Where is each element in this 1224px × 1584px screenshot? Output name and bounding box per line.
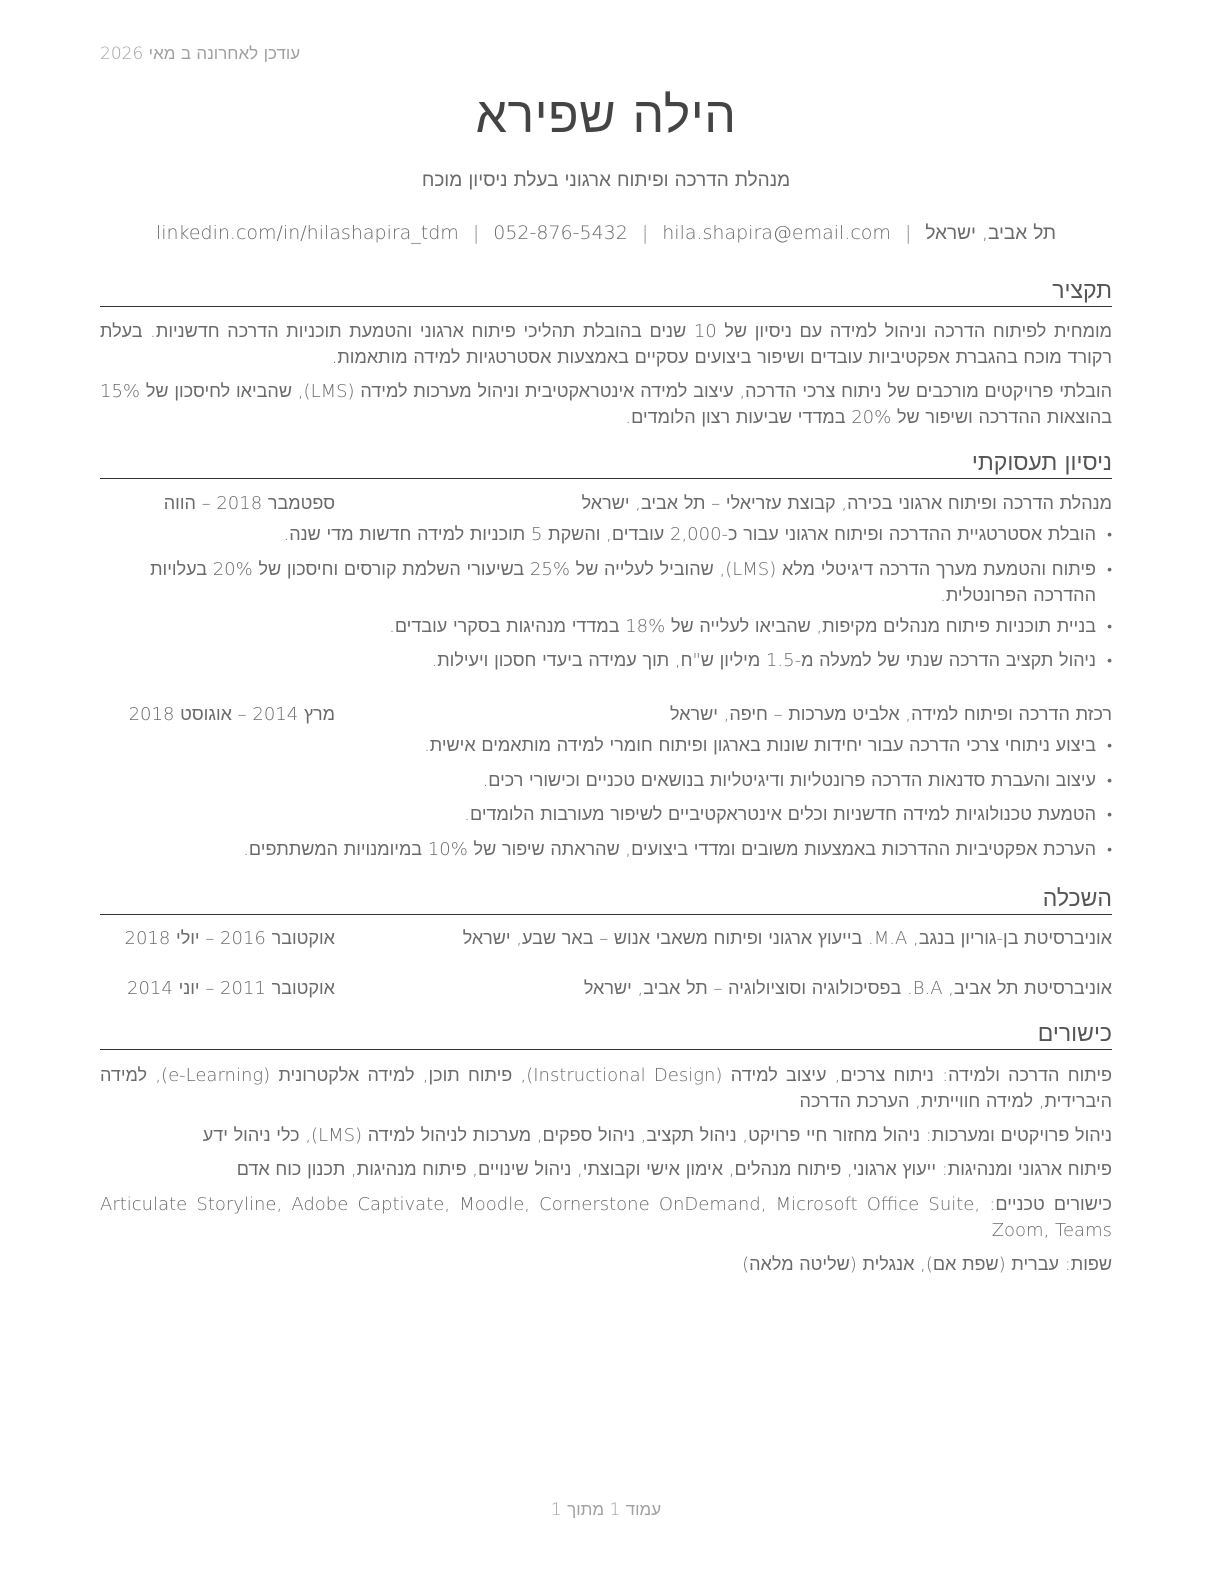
contact-separator: | bbox=[904, 222, 912, 244]
job-bullet bbox=[100, 768, 1112, 794]
skills-line: פיתוח ארגוני ומנהיגות: ייעוץ ארגוני, פיתוח מנהלים, אימון אישי וקבוצתי, ניהול שינויים, פיתוח מנהיגות, תכנון כוח אדם bbox=[236, 1159, 1112, 1180]
contact-email[interactable]: hila.shapira@email.com bbox=[662, 222, 891, 244]
job-bullet bbox=[100, 802, 1112, 828]
job-bullet-text: • בניית תוכניות פיתוח מנהלים מקיפות, שהביאו לעלייה של 18% במדדי מנהיגות בסקרי עובדים. bbox=[389, 616, 1096, 637]
job-bullet-text: • ניהול תקציב הדרכה שנתי של למעלה מ-1.5 מיליון ש"ח, תוך עמידה ביעדי חסכון ויעילות. bbox=[431, 650, 1096, 671]
education-degree: אוניברסיטת בן-גוריון בנגב, M.A. בייעוץ ארגוני ופיתוח משאבי אנוש – באר שבע, ישראל bbox=[462, 928, 1112, 949]
job-bullet-text: • ביצוע ניתוחי צרכי הדרכה עבור יחידות שונות בארגון ופיתוח חומרי למידה מותאמים אישית. bbox=[424, 735, 1096, 756]
job-bullet bbox=[100, 614, 1112, 640]
candidate-name: הילה שפירא bbox=[475, 86, 737, 144]
contact-location: תל אביב, ישראל bbox=[925, 222, 1057, 244]
contact-linkedin[interactable]: linkedin.com/in/hilashapira_tdm bbox=[155, 222, 459, 244]
section-title-experience: ניסיון תעסוקתי bbox=[100, 448, 1112, 479]
job-bullet-text: • עיצוב והעברת סדנאות הדרכה פרונטליות ודיגיטליות בנושאים טכניים וכישורי רכים. bbox=[482, 770, 1096, 791]
resume-page bbox=[100, 0, 1112, 1584]
job-dates: מרץ 2014 – אוגוסט 2018 bbox=[128, 704, 335, 725]
skills-line: ניהול פרויקטים ומערכות: ניהול מחזור חיי פרויקט, ניהול תקציב, ניהול ספקים, מערכות לניהול למידה (LMS), כלי ניהול ידע bbox=[202, 1125, 1112, 1146]
contact-line bbox=[100, 222, 1112, 245]
skills-line: שפות: עברית (שפת אם), אנגלית (שליטה מלאה) bbox=[742, 1254, 1112, 1275]
job-bullet-text: • הטמעת טכנולוגיות למידה חדשניות וכלים אינטראקטיביים לשיפור מעורבות הלומדים. bbox=[464, 804, 1096, 825]
skills-line: כישורים טכניים: Articulate Storyline, Adobe Captivate, Moodle, Cornerstone OnDemand, Microsoft Office Suite, Zoom, Teams bbox=[100, 1194, 1112, 1241]
contact-separator: | bbox=[472, 222, 480, 244]
job-dates: ספטמבר 2018 – הווה bbox=[163, 493, 335, 514]
contact-phone[interactable]: 052-876-5432 bbox=[493, 222, 628, 244]
job-role: מנהלת הדרכה ופיתוח ארגוני בכירה, קבוצת עזריאלי – תל אביב, ישראל bbox=[581, 493, 1112, 514]
job-bullet bbox=[100, 522, 1112, 548]
job-bullet-text: • הערכת אפקטיביות ההדרכות באמצעות משובים ומדדי ביצועים, שהראתה שיפור של 10% במיומנויות המשתתפים. bbox=[243, 839, 1096, 860]
summary-paragraph: הובלתי פרויקטים מורכבים של ניתוח צרכי הדרכה, עיצוב למידה אינטראקטיבית וניהול מערכות למידה (LMS), שהביאו לחיסכון של 15% בהוצאות ההדרכה ושיפור של 20% במדדי שביעות רצון הלומדים. bbox=[100, 381, 1112, 428]
job-role: רכזת הדרכה ופיתוח למידה, אלביט מערכות – חיפה, ישראל bbox=[669, 704, 1112, 725]
headline: מנהלת הדרכה ופיתוח ארגוני בעלת ניסיון מוכח bbox=[421, 169, 791, 191]
job-bullet-text: • הובלת אסטרטגיית ההדרכה ופיתוח ארגוני עבור כ-2,000 עובדים, והשקת 5 תוכניות למידה חדשות מדי שנה. bbox=[283, 524, 1096, 545]
job-bullet bbox=[100, 733, 1112, 759]
summary-paragraph: מומחית לפיתוח הדרכה וניהול למידה עם ניסיון של 10 שנים בהובלת תהליכי פיתוח ארגוני והטמעת תוכניות הדרכה חדשניות. בעלת רקורד מוכח בהגברת אפקטיביות עובדים ושיפור ביצועים עסקיים באמצעות אסטרטגיות למידה מותאמות. bbox=[100, 321, 1112, 368]
contact-separator: | bbox=[641, 222, 649, 244]
job-bullet-text: • פיתוח והטמעת מערך הדרכה דיגיטלי מלא (LMS), שהוביל לעלייה של 25% בשיעורי השלמת קורסים וחיסכון של 20% בעלויות ההדרכה הפרונטלית. bbox=[150, 559, 1096, 606]
last-updated: עודכן לאחרונה ב מאי 2026 bbox=[100, 44, 301, 64]
job-bullet bbox=[100, 837, 1112, 863]
section-title-skills: כישורים bbox=[100, 1019, 1112, 1050]
section-title-education: השכלה bbox=[100, 884, 1112, 915]
skills-line: פיתוח הדרכה ולמידה: ניתוח צרכים, עיצוב למידה (Instructional Design), פיתוח תוכן, למידה אלקטרונית (e-Learning), למידה היברידית, למידה חווייתית, הערכת הדרכה bbox=[100, 1065, 1112, 1112]
job-bullet bbox=[100, 557, 1112, 609]
education-dates: אוקטובר 2011 – יוני 2014 bbox=[127, 978, 335, 999]
job-bullet bbox=[100, 648, 1112, 674]
education-dates: אוקטובר 2016 – יולי 2018 bbox=[124, 928, 335, 949]
section-title-summary: תקציר bbox=[100, 276, 1112, 307]
page-number: עמוד 1 מתוך 1 bbox=[550, 1500, 662, 1520]
education-degree: אוניברסיטת תל אביב, B.A. בפסיכולוגיה וסוציולוגיה – תל אביב, ישראל bbox=[583, 978, 1112, 999]
